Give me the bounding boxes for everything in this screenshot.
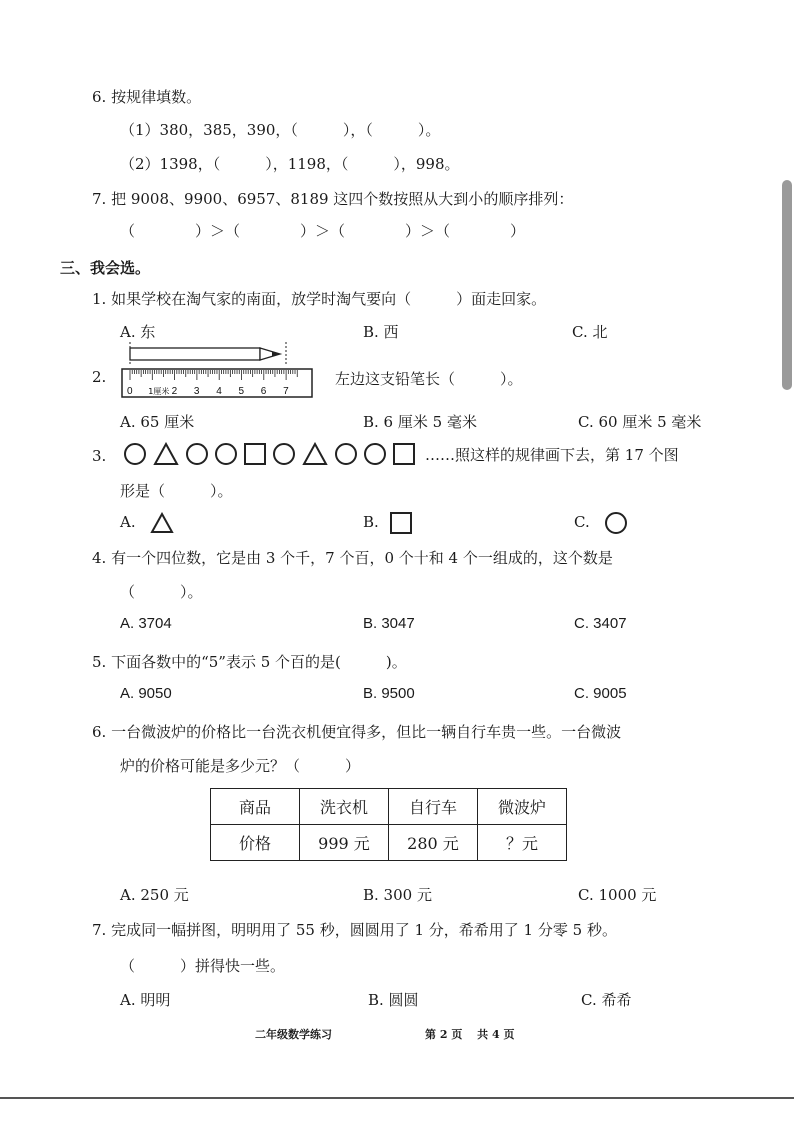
q6-title: 6. 按规律填数。 [92,88,202,106]
mc-q2-option-b: B. 6 厘米 5 毫米 [363,413,477,431]
mc-q2-number: 2. [92,368,107,386]
price-table-header: 商品 [211,789,300,825]
mc-q3-option-a: A. [120,512,174,534]
mc-q6-option-b: B. 300 元 [363,886,432,904]
q6-part2: （2）1398，（ ），1198，（ ），998。 [120,155,460,173]
mc-q4-stem: 4. 有一个四位数，它是由 3 个千，7 个百，0 个十和 4 个一组成的，这个数是 [92,549,613,567]
circle-icon [273,443,295,465]
footer-subject: 二年级数学练习 [255,1028,332,1041]
mc-q3-number: 3. [92,447,107,465]
square-icon [390,512,412,534]
circle-icon [186,443,208,465]
mc-q5-option-c: C. 9005 [574,685,627,702]
mc-q7-option-c: C. 希希 [581,991,632,1009]
square-icon [244,443,266,465]
mc-q4-option-a: A. 3704 [120,615,172,632]
price-table-cell: ？元 [478,825,567,861]
mc-q2-stem: 左边这支铅笔长（ ）。 [335,370,523,388]
mc-q6-option-a: A. 250 元 [120,886,189,904]
price-table-header-row [211,789,567,825]
mc-q7-stem-line2: （ ）拼得快一些。 [120,957,286,975]
pencil-ruler-svg [120,340,320,400]
price-table-cell: 280 元 [389,825,478,861]
price-table-cell: 价格 [211,825,300,861]
q7-title: 7. 把 9008、9900、6957、8189 这四个数按照从大到小的顺序排列： [92,190,574,208]
mc-q7-stem: 7. 完成同一幅拼图，明明用了 55 秒，圆圆用了 1 分，希希用了 1 分零 5 秒。 [92,921,617,939]
pencil-ruler-figure [120,340,320,400]
price-table-row [211,825,567,861]
mc-q1-option-c: C. 北 [572,323,608,341]
triangle-icon [153,442,179,466]
section3-heading: 三、我会选。 [60,259,151,277]
price-table-header: 微波炉 [478,789,567,825]
price-table-header: 自行车 [389,789,478,825]
shape-sequence [124,442,422,468]
q7-ordering-line: （ ）＞（ ）＞（ ）＞（ ） [120,222,526,240]
mc-q6-stem: 6. 一台微波炉的价格比一台洗衣机便宜得多，但比一辆自行车贵一些。一台微波 [92,723,622,741]
circle-icon [215,443,237,465]
mc-q3-stem: ……照这样的规律画下去，第 17 个图 [425,446,679,464]
mc-q1-option-a: A. 东 [120,323,156,341]
square-icon [393,443,415,465]
circle-icon [335,443,357,465]
bottom-divider [0,1097,794,1099]
mc-q3-option-c: C. [574,512,627,534]
circle-icon [124,443,146,465]
ruler-tick-label: 7 [283,386,289,397]
vertical-scrollbar[interactable] [782,180,792,390]
footer-page-number: 第 2 页 共 4 页 [425,1028,515,1041]
mc-q5-stem: 5. 下面各数中的“5”表示 5 个百的是( )。 [92,653,407,671]
mc-q4-option-c: C. 3407 [574,615,627,632]
ruler-tick-label: 2 [171,386,178,397]
mc-q3-stem-line2: 形是（ ）。 [120,482,233,500]
price-table [210,788,567,861]
ruler-tick-label: 4 [216,386,222,397]
triangle-icon [302,442,328,466]
price-table-cell: 999 元 [300,825,389,861]
mc-q2-option-c: C. 60 厘米 5 毫米 [578,413,702,431]
mc-q4-stem-line2: （ ）。 [120,583,203,601]
mc-q7-option-a: A. 明明 [120,991,171,1009]
price-table-header: 洗衣机 [300,789,389,825]
q6-part1: （1）380，385，390，（ ），（ ）。 [120,121,441,139]
mc-q7-option-b: B. 圆圆 [368,991,419,1009]
ruler-tick-label: 3 [193,386,200,397]
mc-q6-option-c: C. 1000 元 [578,886,657,904]
ruler-unit-label: 1厘米 [148,387,170,396]
mc-q4-option-b: B. 3047 [363,615,415,632]
ruler-tick-label: 0 [127,386,133,397]
mc-q1-stem: 1. 如果学校在淘气家的南面，放学时淘气要向（ ）面走回家。 [92,290,547,308]
mc-q3-option-b: B. [363,512,412,534]
ruler-tick-label: 5 [238,386,245,397]
triangle-icon [150,512,174,534]
mc-q1-option-b: B. 西 [363,323,399,341]
pencil-icon [130,342,286,366]
mc-q5-option-b: B. 9500 [363,685,415,702]
circle-icon [605,512,627,534]
mc-q6-stem-line2: 炉的价格可能是多少元？（ ） [120,757,361,775]
circle-icon [364,443,386,465]
mc-q2-option-a: A. 65 厘米 [120,413,195,431]
ruler-tick-label: 6 [260,386,267,397]
mc-q5-option-a: A. 9050 [120,685,172,702]
